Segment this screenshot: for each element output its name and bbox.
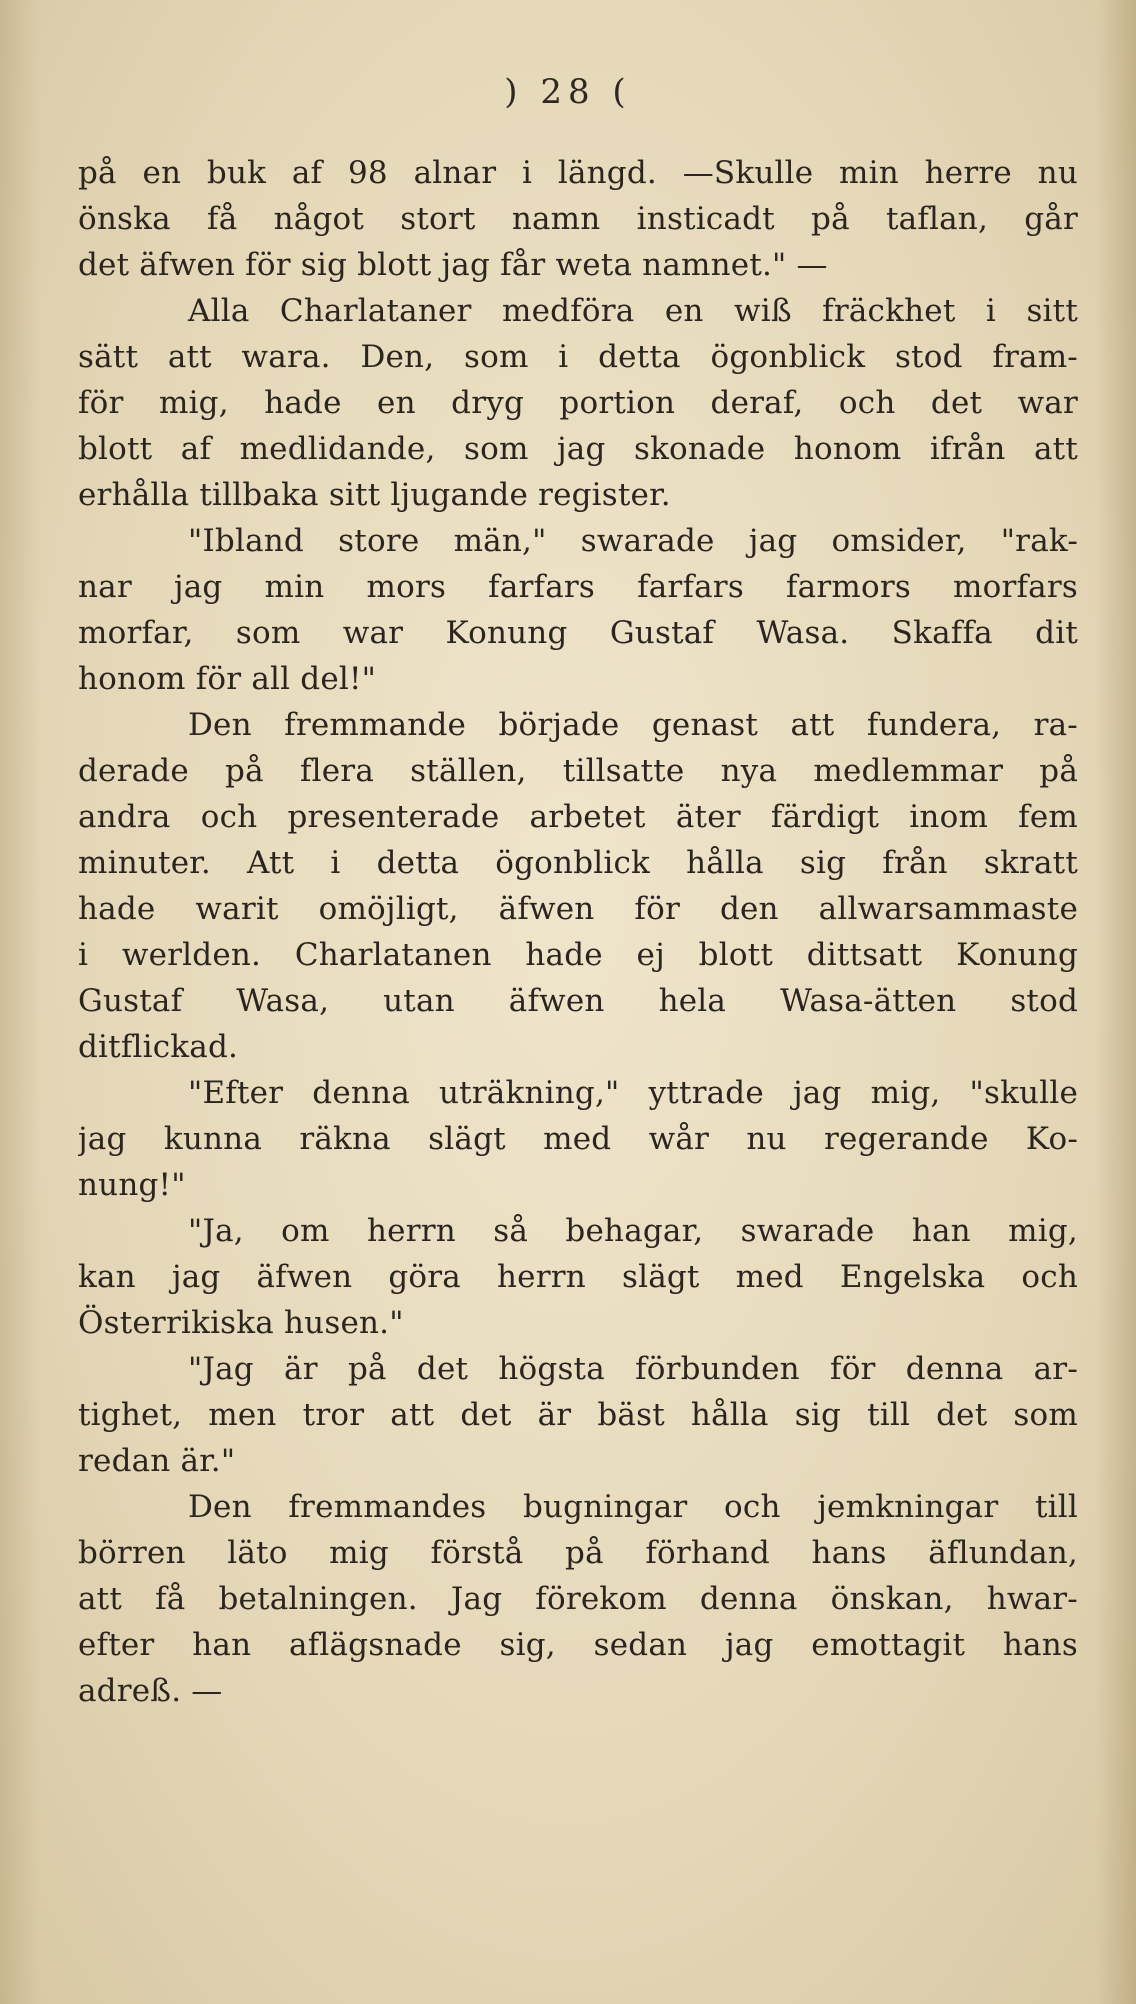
text-line: sätt att wara. Den, som i detta ögonblick stod fram- — [78, 339, 1078, 375]
text-line: jag kunna räkna slägt med wår nu regerande Ko- — [78, 1121, 1078, 1157]
text-line: Den fremmandes bugningar och jemkningar till — [188, 1489, 1078, 1525]
page-right-edge — [1096, 0, 1136, 2004]
text-line: nar jag min mors farfars farfars farmors morfars — [78, 569, 1078, 605]
text-line: minuter. Att i detta ögonblick hålla sig från skratt — [78, 845, 1078, 881]
text-line: att få betalningen. Jag förekom denna önskan, hwar- — [78, 1581, 1078, 1617]
text-line: blott af medlidande, som jag skonade honom ifrån att — [78, 431, 1078, 467]
page-number-header: ) 28 ( — [504, 72, 632, 112]
text-line: "Jag är på det högsta förbunden för denna ar- — [188, 1351, 1078, 1387]
text-line: andra och presenterade arbetet äter färdigt inom fem — [78, 799, 1078, 835]
text-line: på en buk af 98 alnar i längd. —Skulle min herre nu — [78, 155, 1078, 191]
text-line: Alla Charlataner medföra en wiß fräckhet i sitt — [188, 293, 1078, 329]
text-line: Den fremmande började genast att fundera, ra- — [188, 707, 1078, 743]
text-line: Österrikiska husen." — [78, 1305, 404, 1341]
text-line: adreß. — — [78, 1673, 223, 1709]
text-line: erhålla tillbaka sitt ljugande register. — [78, 477, 671, 513]
text-line: "Efter denna uträkning," yttrade jag mig, "skulle — [188, 1075, 1078, 1111]
text-line: för mig, hade en dryg portion deraf, och det war — [78, 385, 1078, 421]
text-line: morfar, som war Konung Gustaf Wasa. Skaffa dit — [78, 615, 1078, 651]
text-line: det äfwen för sig blott jag får weta namnet." — — [78, 247, 828, 283]
text-line: efter han aflägsnade sig, sedan jag emottagit hans — [78, 1627, 1078, 1663]
text-line: "Ibland store män," swarade jag omsider, "rak- — [188, 523, 1078, 559]
text-line: nung!" — [78, 1167, 186, 1203]
text-line: i werlden. Charlatanen hade ej blott dittsatt Konung — [78, 937, 1078, 973]
text-line: "Ja, om herrn så behagar, swarade han mig, — [188, 1213, 1078, 1249]
text-line: redan är." — [78, 1443, 236, 1479]
text-line: ditflickad. — [78, 1029, 239, 1065]
text-line: tighet, men tror att det är bäst hålla sig till det som — [78, 1397, 1078, 1433]
text-line: honom för all del!" — [78, 661, 377, 697]
text-line: börren läto mig förstå på förhand hans äflundan, — [78, 1535, 1078, 1571]
text-line: hade warit omöjligt, äfwen för den allwarsammaste — [78, 891, 1078, 927]
text-line: derade på flera ställen, tillsatte nya medlemmar på — [78, 753, 1078, 789]
text-line: Gustaf Wasa, utan äfwen hela Wasa-ätten stod — [78, 983, 1078, 1019]
page-left-edge — [0, 0, 40, 2004]
text-line: kan jag äfwen göra herrn slägt med Engelska och — [78, 1259, 1078, 1295]
text-line: önska få något stort namn insticadt på taflan, går — [78, 201, 1078, 237]
body-text — [78, 150, 1078, 1714]
